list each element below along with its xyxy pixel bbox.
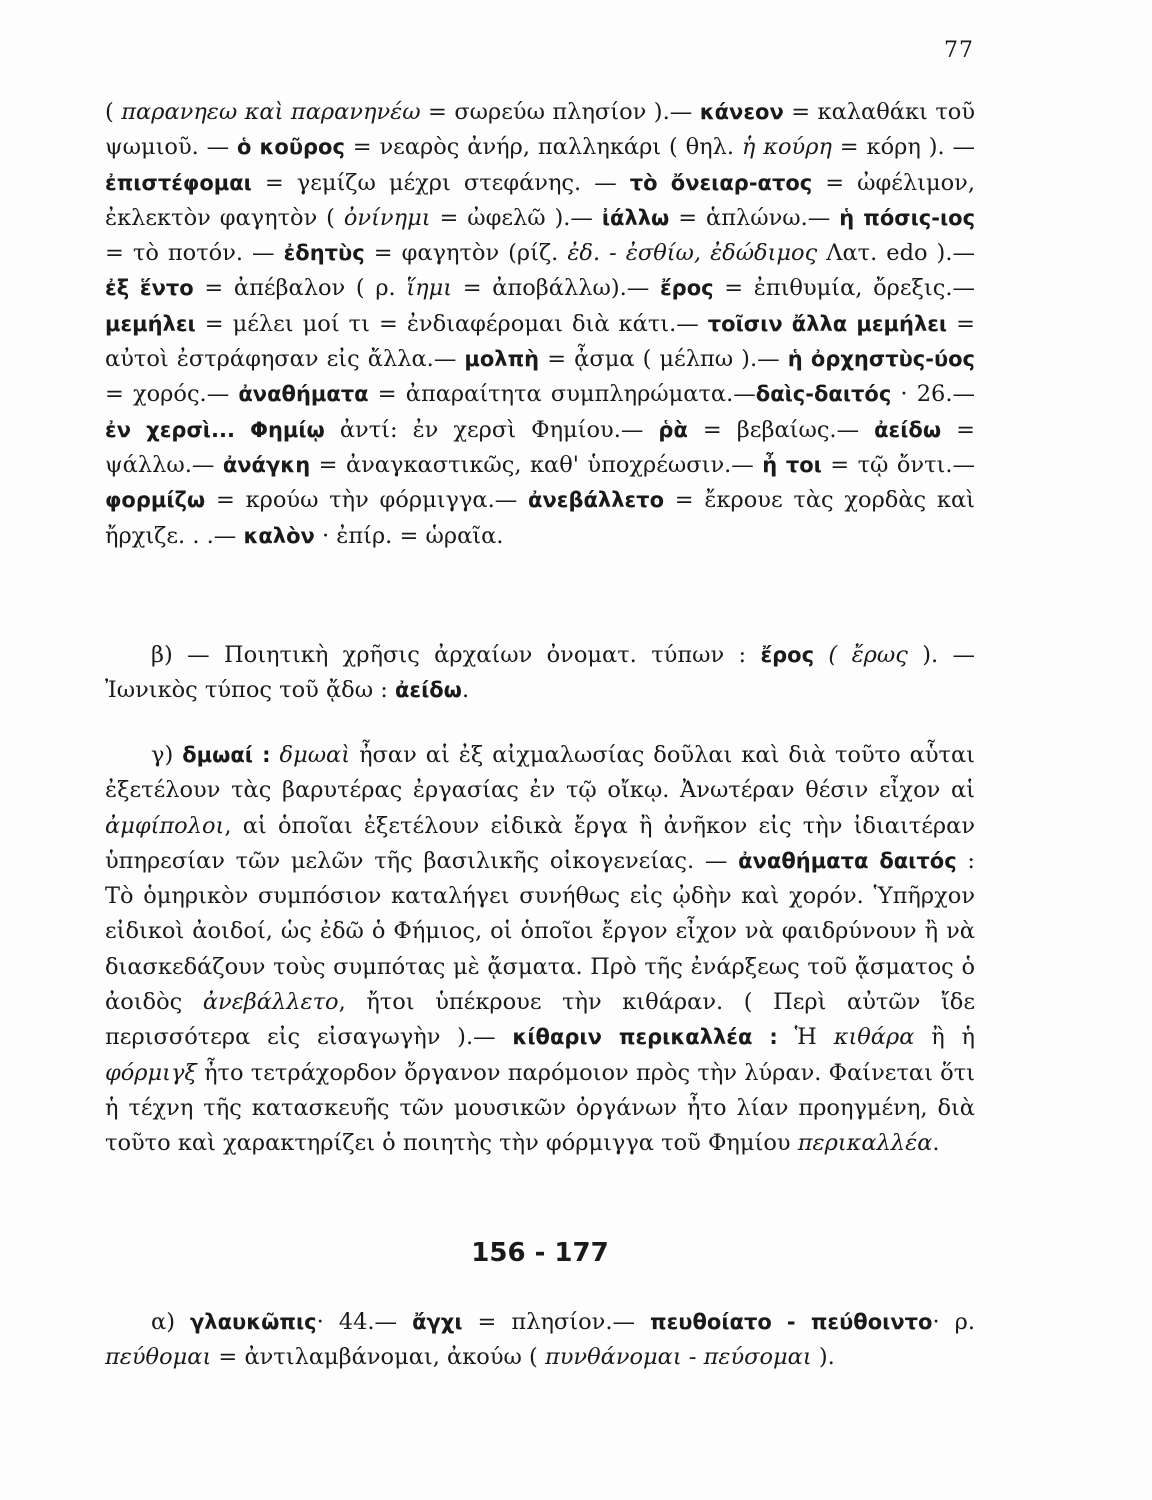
text: = χορός.— bbox=[105, 381, 239, 408]
text: = μέλει μοί τι = ἐνδιαφέρομαι διὰ κάτι.— bbox=[195, 310, 708, 337]
text: = ψάλλω.— bbox=[105, 416, 975, 478]
term-italic: ἀμφίπολοι bbox=[105, 812, 225, 839]
paragraph-c bbox=[105, 738, 975, 1162]
text: = ἀποβάλλω).— bbox=[452, 275, 660, 302]
section-mark: β) bbox=[151, 642, 173, 668]
glossary-paragraph-a bbox=[105, 95, 975, 554]
text: = σωρεύω πλησίον ).— bbox=[420, 99, 700, 125]
text: = ὠφέλιμον, ἐκλεκτὸν φαγητὸν ( bbox=[105, 169, 975, 231]
text: ἀντί: ἐν χερσὶ Φημίου.— bbox=[324, 416, 659, 443]
term-italic: ἀνεβάλλετο bbox=[202, 989, 339, 1016]
text: = ἔκρουε τὰς χορδὰς καὶ ἤρχιζε. . .— bbox=[105, 487, 975, 549]
term-bold: κάνεον bbox=[699, 100, 784, 124]
text bbox=[173, 742, 182, 768]
text: = κρούω τὴν φόρμιγγα.— bbox=[205, 487, 529, 514]
term-bold: ἐπιστέφομαι bbox=[105, 170, 252, 195]
term-bold: τοῖσιν ἄλλα μεμήλει bbox=[707, 311, 948, 336]
term-italic: περικαλλέα bbox=[797, 1130, 933, 1157]
term-italic: ὀνίνημι bbox=[343, 204, 431, 231]
term-bold: ἀναθήματα bbox=[238, 382, 369, 407]
term-italic: ἡ κούρη bbox=[741, 134, 832, 161]
term-bold: ἀείδω bbox=[874, 417, 942, 442]
text: Λατ. edo ).— bbox=[817, 240, 975, 267]
term-bold: ἐδητὺς bbox=[283, 241, 365, 266]
text: = βεβαίως.— bbox=[687, 416, 875, 443]
text: , ἤτοι ὑπέκρουε τὴν κιθάραν. ( Περὶ αὐτῶν ἴδε περισσότερα εἰς εἰσαγωγὴν ).— bbox=[105, 989, 975, 1051]
term-bold: μεμήλει bbox=[105, 311, 196, 336]
text: = ἀντιλαμβάνομαι, ἀκούω ( bbox=[211, 1344, 545, 1371]
term-bold: ἔρος bbox=[760, 643, 815, 667]
term-italic: κιθάρα bbox=[833, 1024, 915, 1051]
text: ). bbox=[811, 1344, 835, 1371]
text: — Ποιητικὴ χρῆσις ἀρχαίων ὀνοματ. τύπων : bbox=[172, 642, 761, 668]
page-number: 77 bbox=[944, 38, 974, 63]
text: · ρ. bbox=[932, 1309, 976, 1335]
term-bold: ἔρος bbox=[659, 276, 714, 301]
term-italic: ἔρως bbox=[851, 642, 908, 668]
text: ( bbox=[105, 99, 122, 125]
text bbox=[271, 742, 280, 768]
term-bold: ἀνάγκη bbox=[222, 452, 311, 477]
term-bold: ἀνεβάλλετο bbox=[528, 488, 665, 513]
text: · 44.— bbox=[316, 1309, 413, 1335]
paragraph-b bbox=[105, 638, 975, 709]
text: ἢ ἡ bbox=[914, 1024, 975, 1051]
section-mark: γ) bbox=[151, 742, 174, 768]
term-bold: δαὶς-δαιτός bbox=[755, 382, 892, 407]
text: = πλησίον.— bbox=[462, 1309, 650, 1335]
text: . bbox=[461, 677, 470, 704]
text: = ἁπλώνω.— bbox=[669, 204, 840, 231]
text: ἦσαν αἱ ἐξ αἰχμαλωσίας δοῦλαι καὶ διὰ τοῦτο αὗται ἐξετέλουν τὰς βαρυτέρας ἐργασίας ἐν τῷ οἴκῳ. Ἀνωτέραν θέσιν εἶχον αἱ bbox=[105, 742, 975, 804]
text: = κόρη ). — bbox=[831, 134, 975, 161]
term-bold: καλὸν bbox=[243, 523, 315, 548]
text: = τῷ ὄντι.— bbox=[821, 451, 975, 478]
term-italic: ἵημι bbox=[406, 275, 453, 302]
term-bold: ἰάλλω bbox=[601, 205, 670, 230]
term-bold: ἦ τοι bbox=[762, 452, 822, 477]
text: = ἐπιθυμία, ὄρεξις.— bbox=[713, 275, 975, 302]
term-bold: ὁ κοῦρος bbox=[237, 135, 345, 160]
term-italic: παρανηεω καὶ παρανηνέω bbox=[121, 99, 421, 125]
term-bold: κίθαριν περικαλλέα : bbox=[512, 1025, 778, 1050]
text: = αὐτοὶ ἐστράφησαν εἰς ἄλλα.— bbox=[105, 310, 975, 373]
text: = ἀπαραίτητα συμπληρώματα.— bbox=[368, 381, 756, 408]
text: Ἡ bbox=[777, 1024, 834, 1051]
term-italic: ἐδ. - ἐσθίω, ἐδώδιμος bbox=[567, 240, 818, 267]
term-italic: πυνθάνομαι - πεύσομαι bbox=[544, 1344, 812, 1371]
text: , αἱ ὁποῖαι ἐξετέλουν εἰδικὰ ἔργα ἢ ἀνῆκον εἰς τὴν ἰδιαιτέραν ὑπηρεσίαν τῶν μελῶν τῆς βασιλικῆς οἰκογενείας. — bbox=[105, 812, 975, 874]
term-bold: ἡ πόσις-ιος bbox=[839, 205, 976, 230]
paragraph-d bbox=[105, 1305, 975, 1376]
text: = ᾆσμα ( μέλπω ).— bbox=[539, 346, 788, 373]
term-bold: μολπὴ bbox=[464, 347, 540, 372]
term-bold: πευθοίατο - πεύθοιντο bbox=[650, 1310, 933, 1334]
term-italic: πεύθομαι bbox=[105, 1344, 212, 1371]
text: = γεμίζω μέχρι στεφάνης. — bbox=[251, 169, 630, 196]
term-italic: δμωαὶ bbox=[279, 742, 351, 768]
text: ). — Ἰωνικὸς τύπος τοῦ ᾄδω : bbox=[105, 642, 975, 704]
term-bold: ἀναθήματα δαιτός bbox=[738, 848, 957, 873]
section-heading: 156 - 177 bbox=[471, 1238, 609, 1268]
text: = ὠφελῶ ).— bbox=[430, 204, 602, 231]
term-bold: ἐν χερσὶ... Φημίῳ bbox=[105, 417, 325, 442]
term-bold: δμωαί : bbox=[182, 743, 271, 767]
term-bold: τὸ ὄνειαρ-ατος bbox=[629, 170, 813, 195]
text: = νεαρὸς ἀνήρ, παλληκάρι ( θηλ. bbox=[344, 134, 742, 161]
text: · 26.— bbox=[891, 381, 976, 408]
text bbox=[175, 1309, 190, 1335]
term-bold: φορμίζω bbox=[105, 488, 206, 513]
text: = φαγητὸν (ρίζ. bbox=[364, 240, 568, 267]
term-bold: ἄγχι bbox=[412, 1310, 463, 1334]
text: = ἀναγκαστικῶς, καθ' ὑποχρέωσιν.— bbox=[310, 451, 763, 478]
section-mark: α) bbox=[151, 1309, 175, 1335]
term-bold: ῥὰ bbox=[658, 417, 688, 442]
text: ἦτο τετράχορδον ὄργανον παρόμοιον πρὸς τὴν λύραν. Φαίνεται ὅτι ἡ τέχνη τῆς κατασκευῆς τῶν μουσικῶν ὀργάνων ἦτο λίαν προηγμένη, διὰ τοῦτο καὶ χαρακτηρίζει ὁ ποιητὴς τὴν φόρμιγγα τοῦ Φημίου bbox=[105, 1059, 975, 1157]
text: : Τὸ ὁμηρικὸν συμπόσιον καταλήγει συνήθως εἰς ᾠδὴν καὶ χορόν. Ὑπῆρχον εἰδικοὶ ἀοιδοί, ὡς ἐδῶ ὁ Φήμιος, οἱ ὁποῖοι ἔργον εἶχον νὰ φαιδρύνουν ἢ νὰ διασκεδάζουν τοὺς συμπότας μὲ ᾄσματα. Πρὸ τῆς ἐνάρξεως τοῦ ᾄσματος ὁ ἀοιδὸς bbox=[105, 847, 976, 1016]
term-italic: φόρμιγξ bbox=[105, 1059, 197, 1086]
term-bold: γλαυκῶπις bbox=[190, 1310, 317, 1334]
term-bold: ἀείδω bbox=[394, 678, 462, 703]
text: · ἐπίρ. = ὡραῖα. bbox=[314, 522, 504, 549]
text: . bbox=[932, 1130, 940, 1157]
text: = ἀπέβαλον ( ρ. bbox=[193, 275, 407, 302]
text: ( bbox=[814, 642, 852, 668]
text: = τὸ ποτόν. — bbox=[105, 240, 284, 267]
term-bold: ἡ ὀρχηστὺς-ύος bbox=[787, 347, 975, 372]
term-bold: ἐξ ἕντο bbox=[105, 276, 194, 301]
text: = καλαθάκι τοῦ ψωμιοῦ. — bbox=[105, 99, 975, 161]
